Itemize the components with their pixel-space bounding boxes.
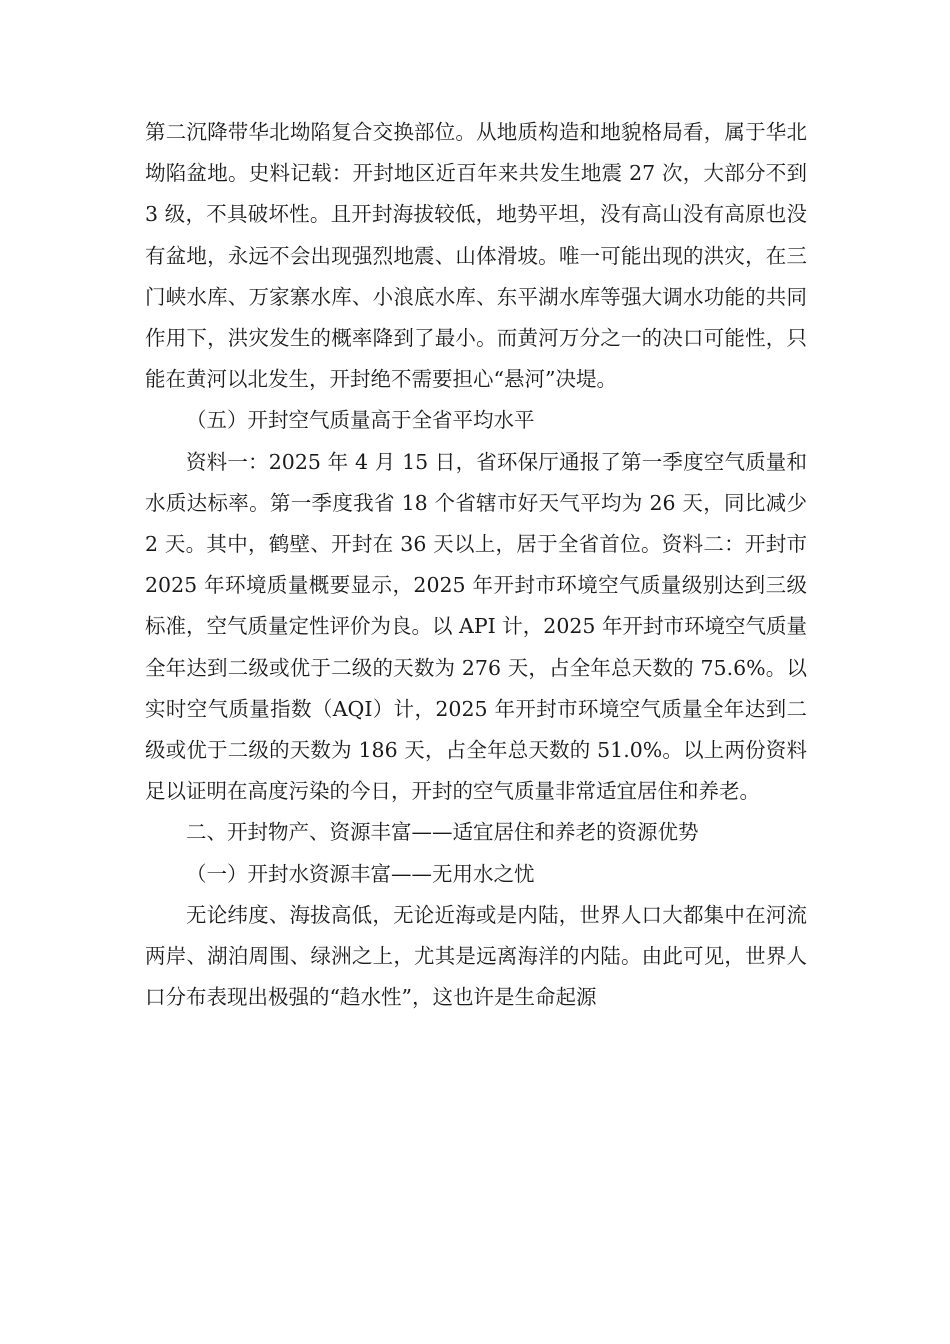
- section-heading-water: （一）开封水资源丰富——无用水之忧: [186, 861, 535, 886]
- document-body: [145, 112, 807, 1018]
- paragraph-water-resources: 无论纬度、海拔高低，无论近海或是内陆，世界人口大都集中在河流两岸、湖泊周围、绿洲之上，尤其是远离海洋的内陆。由此可见，世界人口分布表现出极强的“趋水性”，这也许是生命起源: [145, 902, 807, 1010]
- paragraph-air-quality-data: 资料一：2025 年 4 月 15 日，省环保厅通报了第一季度空气质量和水质达标率。第一季度我省 18 个省辖市好天气平均为 26 天，同比减少 2 天。其中，鹤壁、开封在 36 天以上，居于全省首位。资料二：开封市 2025 年环境质量概要显示，2025 年开封市环境空气质量级别达到三级标准，空气质量定性评价为良。以 API 计，2025 年开封市环境空气质量全年达到二级或优于二级的天数为 276 天，占全年总天数的 75.6%。以实时空气质量指数（AQI）计，2025 年开封市环境空气质量全年达到二级或优于二级的天数为 186 天，占全年总天数的 51.0%。以上两份资料足以证明在高度污染的今日，开封的空气质量非常适宜居住和养老。: [145, 449, 807, 804]
- section-heading-air-quality: （五）开封空气质量高于全省平均水平: [186, 408, 535, 433]
- paragraph-continuation: 第二沉降带华北坳陷复合交换部位。从地质构造和地貌格局看，属于华北坳陷盆地。史料记载：开封地区近百年来共发生地震 27 次，大部分不到 3 级，不具破坏性。且开封海拔较低，地势平坦，没有高山没有高原也没有盆地，永远不会出现强烈地震、山体滑坡。唯一可能出现的洪灾，在三门峡水库、万家寨水库、小浪底水库、东平湖水库等强大调水功能的共同作用下，洪灾发生的概率降到了最小。而黄河万分之一的决口可能性，只能在黄河以北发生，开封绝不需要担心“悬河”决堤。: [145, 120, 807, 392]
- chapter-heading-resources: 二、开封物产、资源丰富——适宜居住和养老的资源优势: [186, 820, 699, 845]
